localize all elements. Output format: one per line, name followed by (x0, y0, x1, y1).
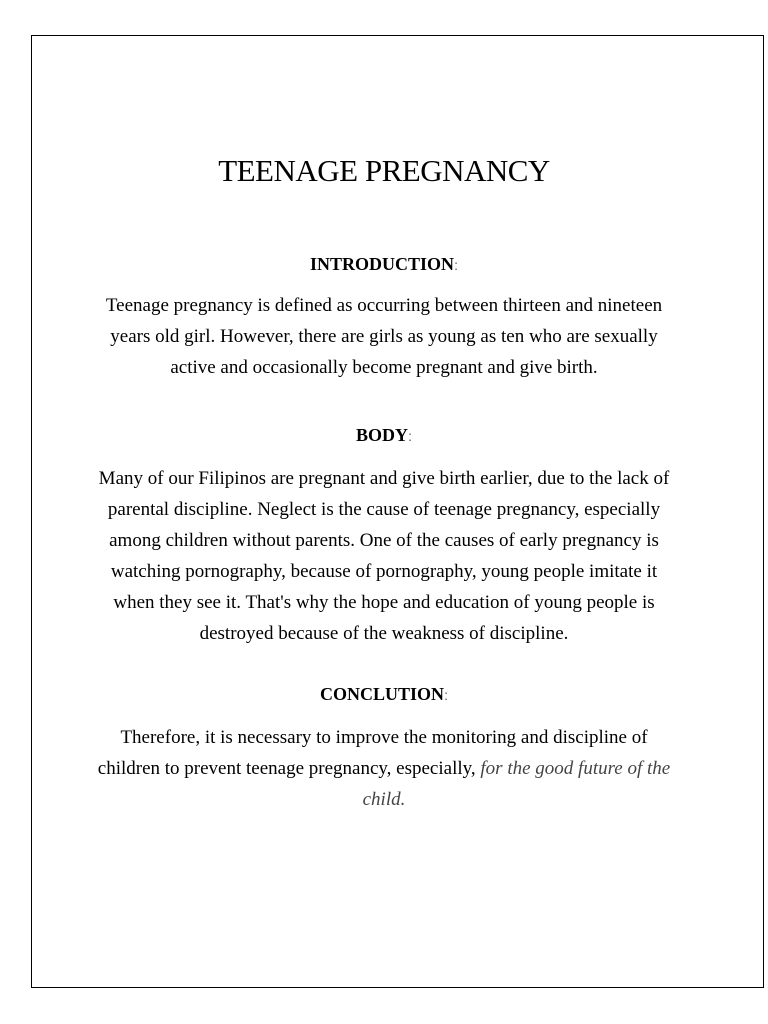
document-title: TEENAGE PREGNANCY (218, 153, 550, 188)
conclusion-heading (0, 683, 768, 706)
body-heading-colon: : (408, 428, 412, 444)
conclusion-heading-colon: : (444, 687, 448, 703)
introduction-paragraph: Teenage pregnancy is defined as occurring between thirteen and nineteen years old girl. However, there are girls as young as ten who are sexually active and occasionally become pregnant and give birth. (105, 295, 663, 378)
body-heading-label: BODY (356, 425, 409, 445)
conclusion-text: Therefore, it is necessary to improve the monitoring and discipline of children to prevent teenage pregnancy, especially, (97, 727, 648, 779)
body-paragraph: Many of our Filipinos are pregnant and give birth earlier, due to the lack of parental discipline. Neglect is the cause of teenage pregnancy, especially among children without parents. One of the causes of early pregnancy is watching pornography, because of pornography, young people imitate it when they see it. That's why the hope and education of young people is destroyed because of the weakness of discipline. (98, 468, 670, 644)
introduction-heading-label: INTRODUCTION (310, 254, 455, 274)
conclusion-paragraph (88, 722, 680, 815)
introduction-heading-colon: : (454, 257, 458, 273)
introduction-heading (0, 253, 768, 276)
conclusion-heading-label: CONCLUTION (320, 684, 445, 704)
conclusion-italic-text: for the good future of the child. (362, 758, 671, 810)
body-heading (0, 424, 768, 447)
